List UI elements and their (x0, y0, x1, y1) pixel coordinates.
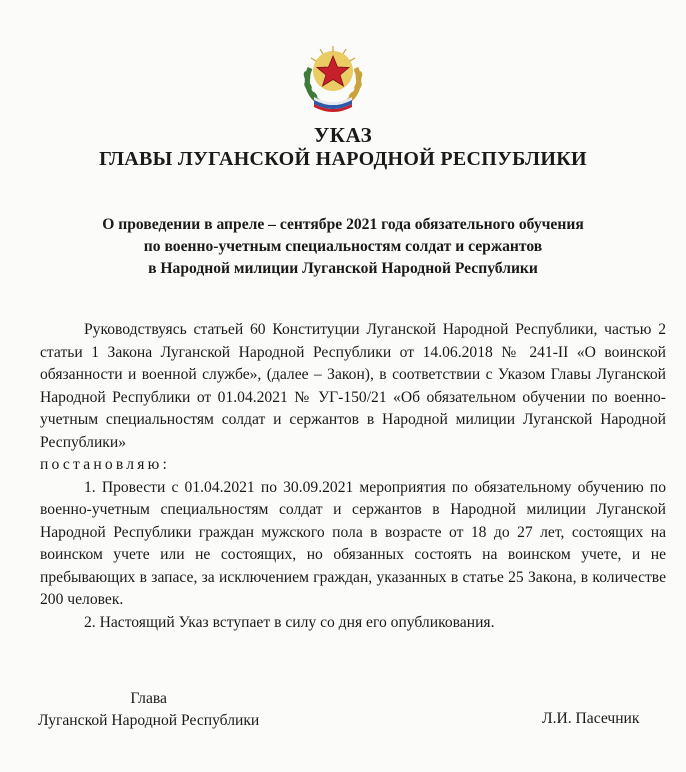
issuer-title: ГЛАВЫ ЛУГАНСКОЙ НАРОДНОЙ РЕСПУБЛИКИ (99, 148, 587, 170)
resolve-word: постановляю: (40, 456, 171, 473)
coat-of-arms-icon (294, 38, 372, 116)
signatory-name: Л.И. Пасечник (542, 710, 640, 727)
preamble-paragraph: Руководствуясь статьей 60 Конституции Луганской Народной Республики, частью 2 статьи 1 Закона Луганской Народной Республики от 14.06.2018 № 241-II «О воинской обязанности и военной службе», (далее – Закон), в соответствии с Указом Главы Луганской Народной Республики от 01.04.2021 № УГ-150/21 «Об обязательном обучении по военно-учетным специальностям солдат и сержантов в Народной милиции Луганской Народной Республики» (40, 321, 666, 451)
decree-item: 1. Провести с 01.04.2021 по 30.09.2021 мероприятия по обязательному обучению по военно-учетным специальностям солдат и сержантов в Народной милиции Луганской Народной Республики граждан мужского пола в возрасте от 18 до 27 лет, состоящих на воинском учете или не состоящих, но обязанных состоять на воинском учете, и не пребывающих в запасе, за исключением граждан, указанных в статье 25 Закона, в количестве 200 человек. (40, 478, 666, 608)
position-line: Глава (130, 690, 167, 707)
decree-subject (40, 214, 646, 280)
subject-line: О проведении в апреле – сентябре 2021 года обязательного обучения (102, 216, 584, 233)
subject-line: по военно-учетным специальностям солдат и сержантов (143, 238, 543, 255)
decree-item: 2. Настоящий Указ вступает в силу со дня его опубликования. (84, 613, 495, 631)
decree-body (40, 319, 666, 634)
signatory-position (38, 688, 259, 732)
position-line: Луганской Народной Республики (38, 712, 260, 729)
decree-label: УКАЗ (313, 123, 373, 147)
subject-line: в Народной милиции Луганской Народной Республики (148, 260, 538, 277)
